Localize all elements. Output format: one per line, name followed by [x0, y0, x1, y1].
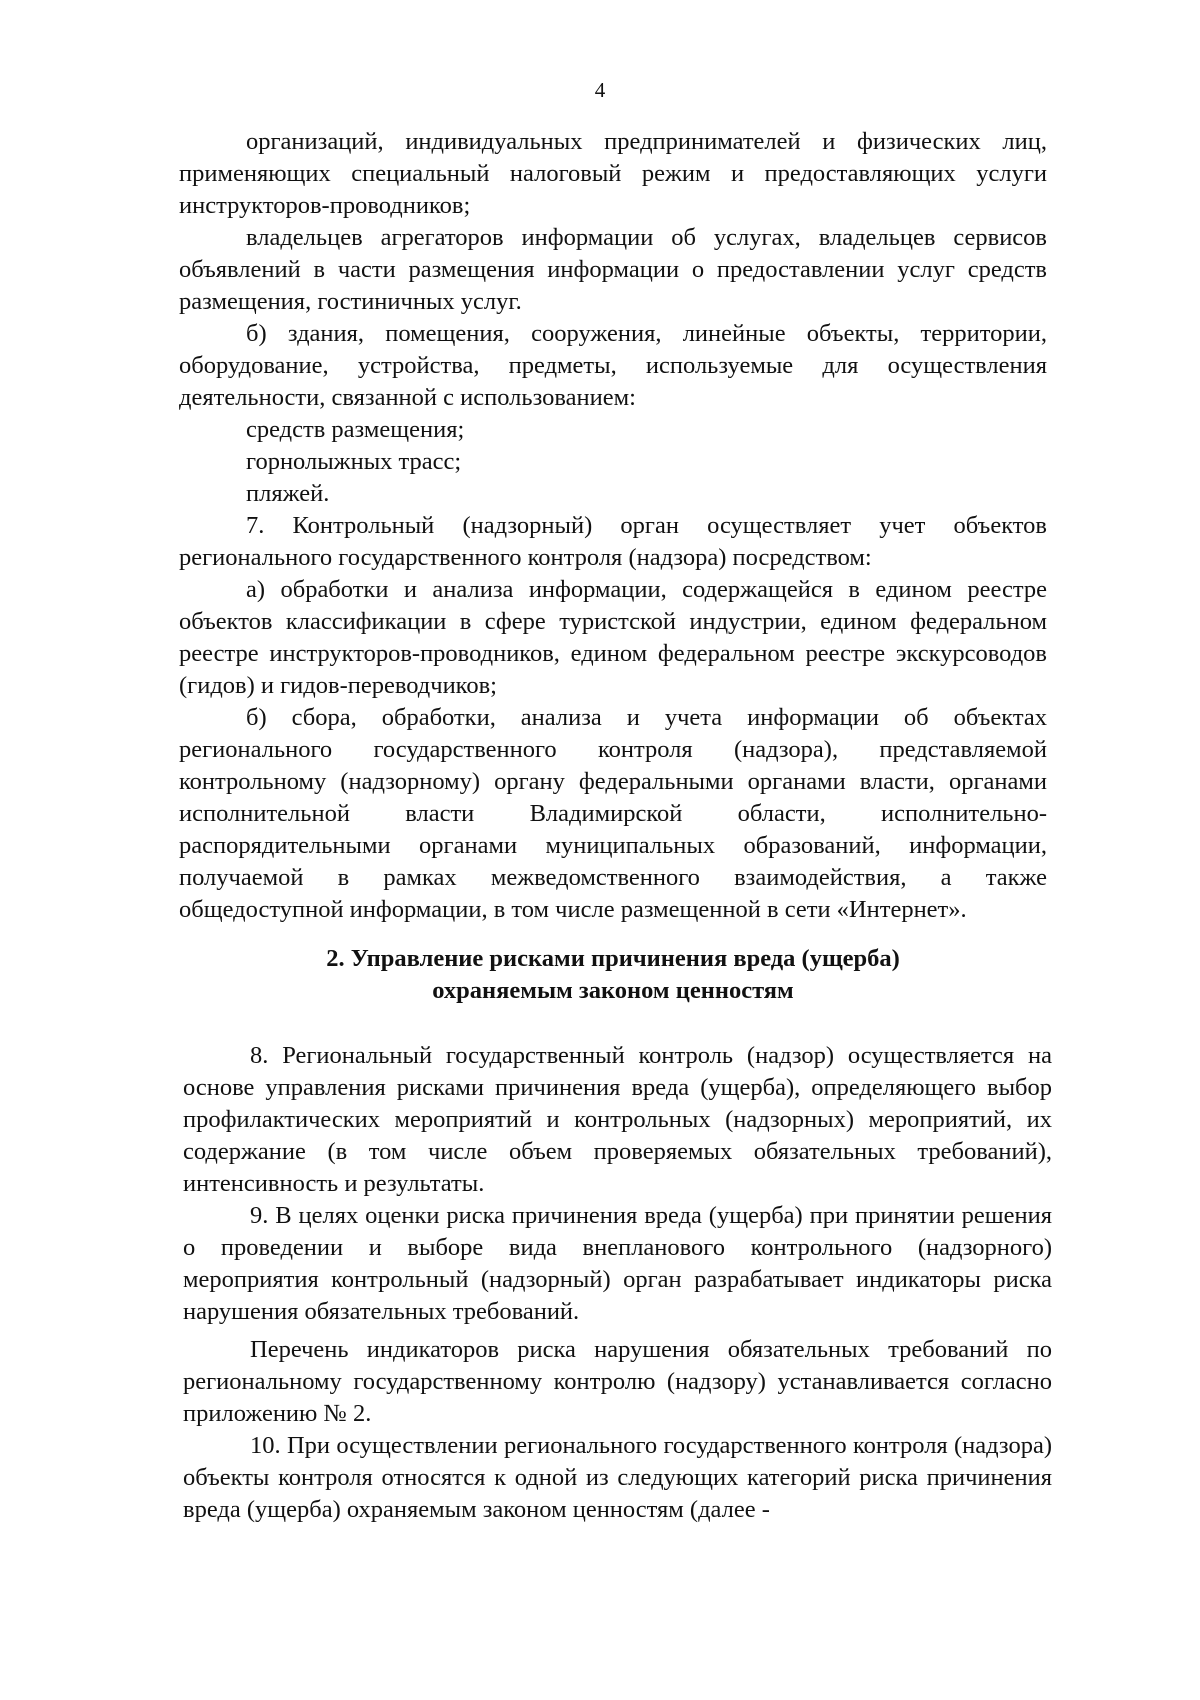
- paragraph-organizations: организаций, индивидуальных предпринимателей и физических лиц, применяющих специальный налоговый режим и предоставляющих услуги инструкторов-проводников;: [179, 128, 1047, 219]
- paragraph-item-8: 8. Региональный государственный контроль (надзор) осуществляется на основе управления рисками причинения вреда (ущерба), определяющего выбор профилактических мероприятий и контрольных (надзорных) мероприятий, их содержание (в том числе объем проверяемых обязательных требований), интенсивность и результаты.: [183, 1042, 1052, 1197]
- paragraph-item-7a: а) обработки и анализа информации, содержащейся в едином реестре объектов классификации в сфере туристской индустрии, едином федеральном реестре инструкторов-проводников, едином федеральном реестре экскурсоводов (гидов) и гидов-переводчиков;: [179, 576, 1047, 699]
- section-heading: [179, 943, 1047, 1007]
- page-number: 4: [594, 78, 606, 102]
- section-heading-line-2: охраняемым законом ценностям: [432, 977, 794, 1004]
- paragraph-buildings: б) здания, помещения, сооружения, линейные объекты, территории, оборудование, устройства, предметы, используемые для осуществления деятельности, связанной с использованием:: [179, 320, 1047, 411]
- bottom-text-block: [183, 1040, 1052, 1526]
- list-item-accommodation: средств размещения;: [246, 416, 465, 443]
- top-text-block: [179, 126, 1047, 926]
- paragraph-indicators-list: Перечень индикаторов риска нарушения обязательных требований по региональному государственному контролю (надзору) устанавливается согласно приложению № 2.: [183, 1336, 1052, 1427]
- list-item-beaches: пляжей.: [246, 480, 330, 507]
- paragraph-item-9: 9. В целях оценки риска причинения вреда (ущерба) при принятии решения о проведении и выборе вида внепланового контрольного (надзорного) мероприятия контрольный (надзорный) орган разрабатывает индикаторы риска нарушения обязательных требований.: [183, 1202, 1052, 1325]
- paragraph-item-7: 7. Контрольный (надзорный) орган осуществляет учет объектов регионального государственного контроля (надзора) посредством:: [179, 512, 1047, 571]
- section-heading-line-1: 2. Управление рисками причинения вреда (ущерба): [326, 945, 900, 972]
- paragraph-item-10: 10. При осуществлении регионального государственного контроля (надзора) объекты контроля относятся к одной из следующих категорий риска причинения вреда (ущерба) охраняемым законом ценностям (далее -: [183, 1432, 1052, 1523]
- paragraph-item-7b: б) сбора, обработки, анализа и учета информации об объектах регионального государственного контроля (надзора), представляемой контрольному (надзорному) органу федеральными органами власти, органами исполнительной власти Владимирской области, исполнительно-распорядительными органами муниципальных образований, информации, получаемой в рамках межведомственного взаимодействия, а также общедоступной информации, в том числе размещенной в сети «Интернет».: [179, 704, 1047, 923]
- list-item-ski-slopes: горнолыжных трасс;: [246, 448, 462, 475]
- paragraph-aggregators: владельцев агрегаторов информации об услугах, владельцев сервисов объявлений в части размещения информации о предоставлении услуг средств размещения, гостиничных услуг.: [179, 224, 1047, 315]
